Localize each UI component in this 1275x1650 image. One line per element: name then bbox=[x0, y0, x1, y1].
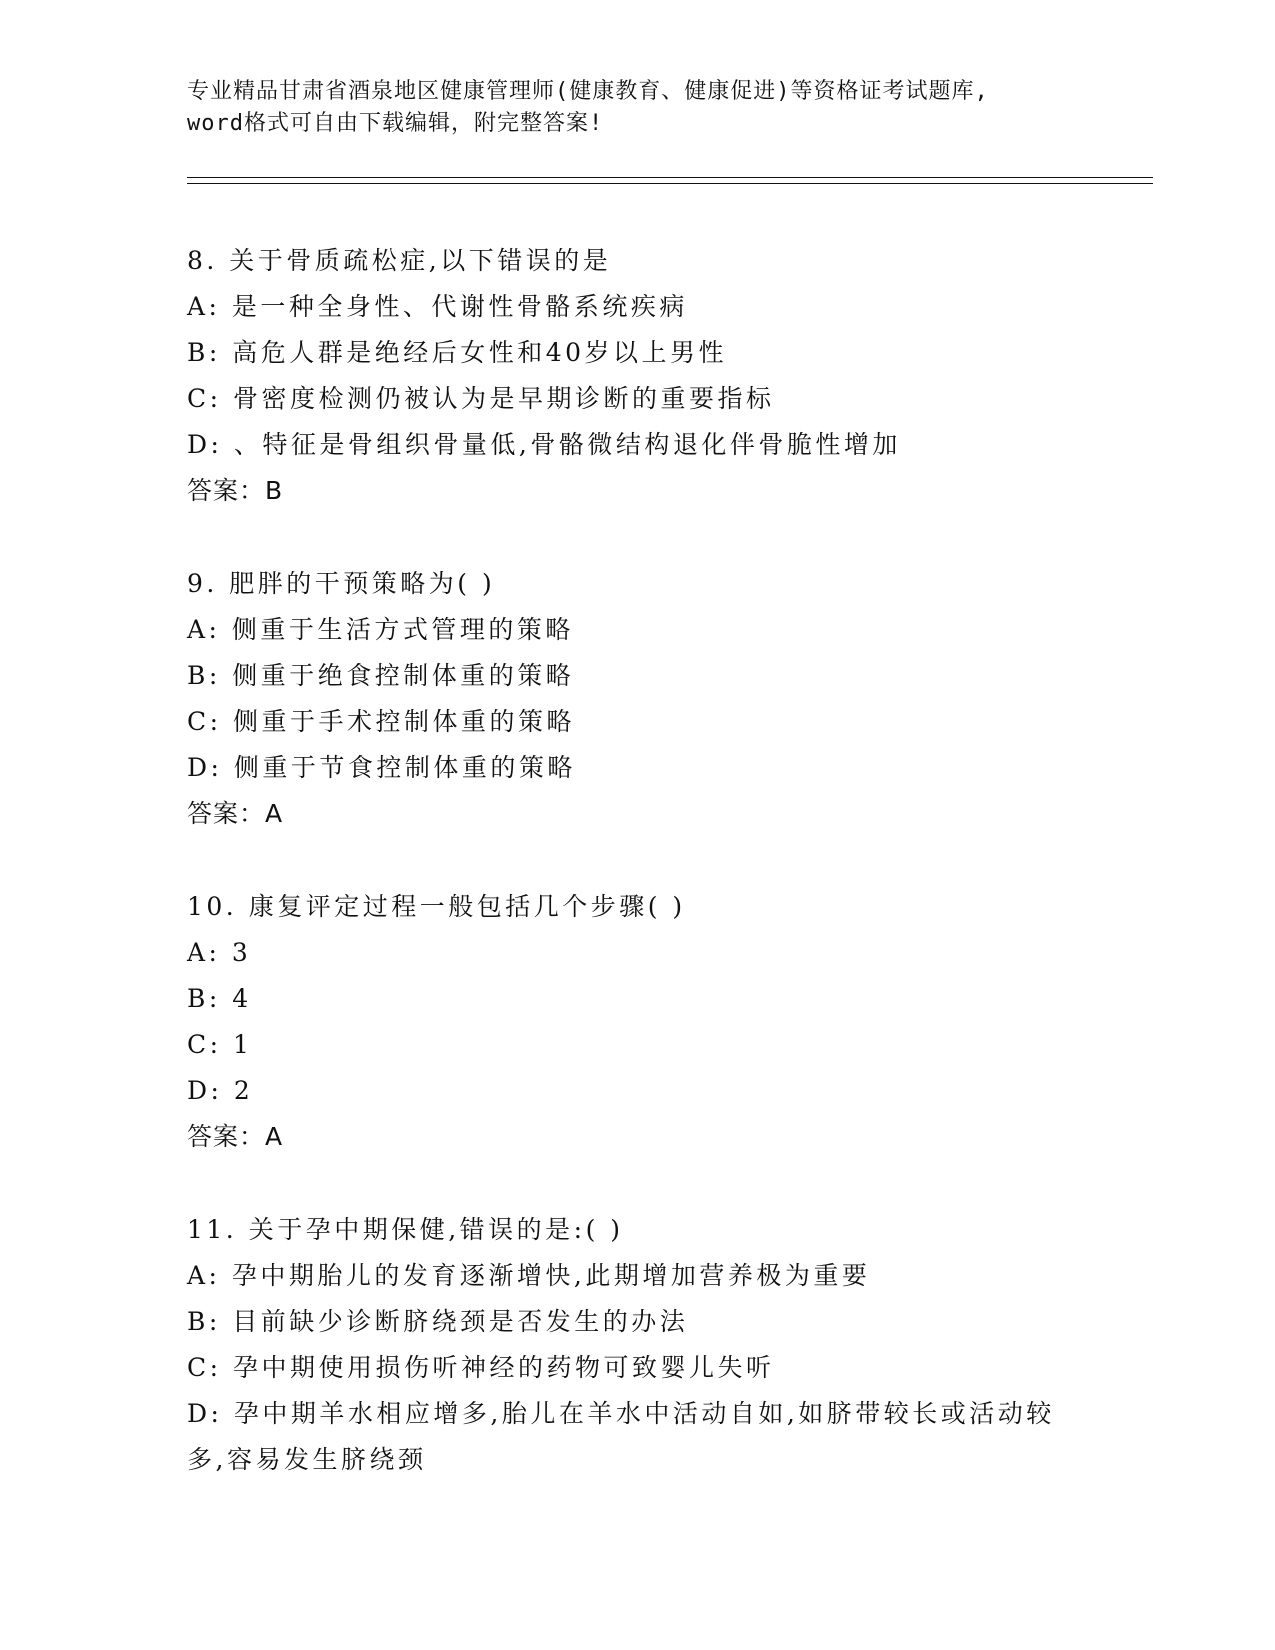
option-c: C: 侧重于手术控制体重的策略 bbox=[187, 707, 575, 736]
question-stem: 9. 肥胖的干预策略为( ) bbox=[187, 569, 496, 598]
option-b: B: 4 bbox=[187, 984, 252, 1013]
option-b: B: 目前缺少诊断脐绕颈是否发生的办法 bbox=[187, 1307, 689, 1336]
header-line-2: word格式可自由下载编辑，附完整答案! bbox=[187, 111, 604, 136]
option-c: C: 1 bbox=[187, 1030, 253, 1059]
answer: 答案：B bbox=[187, 476, 284, 505]
header-line-1: 专业精品甘肃省酒泉地区健康管理师(健康教育、健康促进)等资格证考试题库, bbox=[187, 79, 989, 104]
question-stem: 11. 关于孕中期保健,错误的是:( ) bbox=[187, 1215, 624, 1244]
option-d: D: 、特征是骨组织骨量低,骨骼微结构退化伴骨脆性增加 bbox=[187, 430, 901, 459]
option-a: A: 是一种全身性、代谢性骨骼系统疾病 bbox=[187, 292, 688, 321]
option-c: C: 骨密度检测仍被认为是早期诊断的重要指标 bbox=[187, 384, 775, 413]
option-d: D: 侧重于节食控制体重的策略 bbox=[187, 753, 576, 782]
option-a: A: 孕中期胎儿的发育逐渐增快,此期增加营养极为重要 bbox=[187, 1261, 871, 1290]
option-b: B: 侧重于绝食控制体重的策略 bbox=[187, 661, 575, 690]
answer: 答案：A bbox=[187, 1122, 284, 1151]
option-b: B: 高危人群是绝经后女性和40岁以上男性 bbox=[187, 338, 728, 367]
question-8 bbox=[187, 238, 1087, 514]
question-9 bbox=[187, 561, 1087, 837]
option-d: D: 2 bbox=[187, 1076, 254, 1105]
option-a: A: 3 bbox=[187, 938, 252, 967]
question-11 bbox=[187, 1207, 1087, 1483]
option-a: A: 侧重于生活方式管理的策略 bbox=[187, 615, 574, 644]
question-stem: 10. 康复评定过程一般包括几个步骤( ) bbox=[187, 892, 686, 921]
header-divider-bottom bbox=[187, 183, 1153, 184]
option-c: C: 孕中期使用损伤听神经的药物可致婴儿失听 bbox=[187, 1353, 775, 1382]
question-list bbox=[187, 238, 1087, 1530]
answer: 答案：A bbox=[187, 799, 284, 828]
option-d: D: 孕中期羊水相应增多,胎儿在羊水中活动自如,如脐带较长或活动较多,容易发生脐绕颈 bbox=[187, 1399, 1055, 1474]
question-10 bbox=[187, 884, 1087, 1160]
question-stem: 8. 关于骨质疏松症,以下错误的是 bbox=[187, 246, 612, 275]
header-divider-top bbox=[187, 177, 1153, 178]
document-header bbox=[187, 76, 1087, 140]
